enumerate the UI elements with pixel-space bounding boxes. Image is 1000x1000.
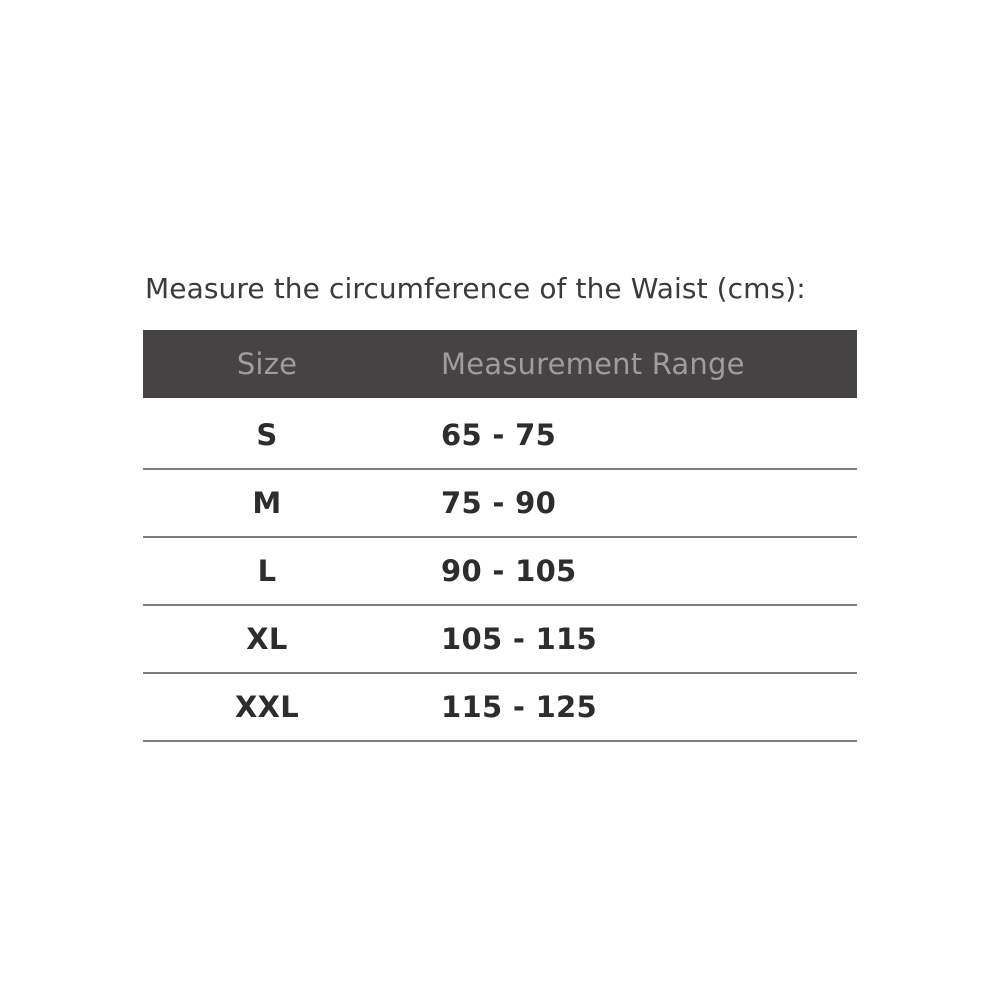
table-body [143,398,857,741]
cell-measurement-range: 65 - 75 [391,398,857,469]
table-row [143,469,857,537]
cell-measurement-range: 75 - 90 [391,469,857,537]
table-header [143,330,857,398]
cell-measurement-range: 115 - 125 [391,673,857,741]
size-chart-table [143,330,857,742]
size-chart [143,272,857,742]
table-row [143,605,857,673]
table-header-row [143,330,857,398]
cell-size: M [143,469,391,537]
table-row [143,673,857,741]
cell-measurement-range: 105 - 115 [391,605,857,673]
table-row [143,398,857,469]
size-chart-caption: Measure the circumference of the Waist (cms): [145,272,806,305]
cell-size: L [143,537,391,605]
table-row [143,537,857,605]
column-header-size: Size [143,330,391,398]
cell-size: S [143,398,391,469]
cell-size: XXL [143,673,391,741]
cell-size: XL [143,605,391,673]
column-header-measurement-range: Measurement Range [391,330,857,398]
cell-measurement-range: 90 - 105 [391,537,857,605]
